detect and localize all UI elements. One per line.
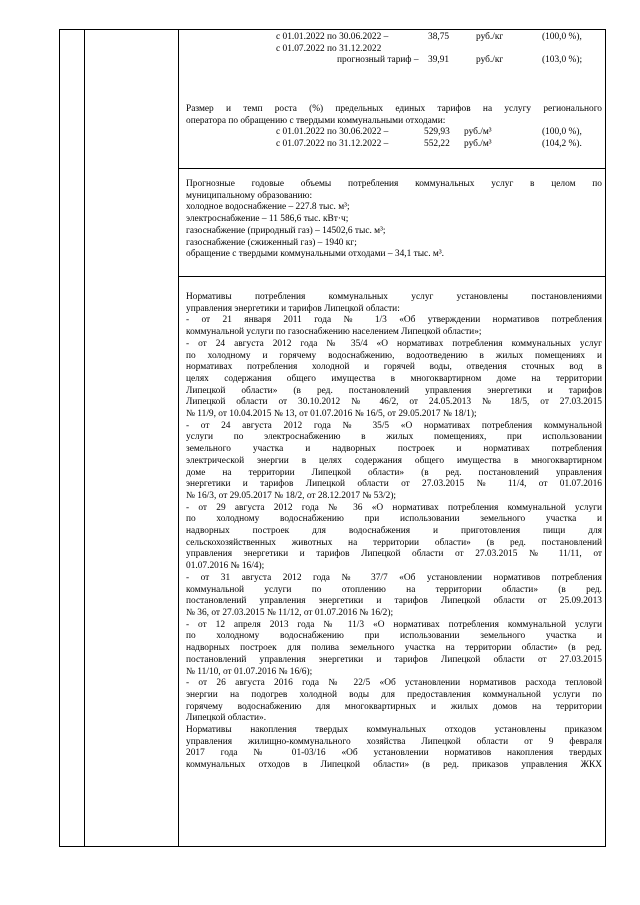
paragraph-line: надворных построек для полива земельного участка на территории области» (в ред. — [186, 643, 602, 654]
row-divider — [178, 168, 605, 169]
paragraph-line: электрической энергии в целях содержания общего имущества в многоквартирном — [186, 455, 602, 466]
paragraph-line: доме на территории Липецкой области» (в ред. постановлений управления — [186, 467, 602, 478]
paragraph-line: Размер и темп роста (%) предельных единых тарифов на услугу регионального — [186, 104, 602, 114]
row-divider — [178, 276, 605, 277]
column-divider — [178, 30, 179, 846]
paragraph-line: - от 31 августа 2012 года № 37/7 «Об установлении нормативов потребления — [186, 572, 602, 583]
tariff-row — [186, 55, 602, 67]
tariff-period: с 01.01.2022 по 30.06.2022 – — [276, 127, 389, 138]
tariff-unit: руб./кг — [476, 55, 504, 66]
tariff-row — [186, 32, 602, 44]
paragraph-line: управления жилищно-коммунального хозяйства Липецкой области от 9 февраля — [186, 736, 602, 747]
tariff-unit: руб./кг — [476, 32, 504, 42]
paragraph-line: № 36, от 27.03.2015 № 11/12, от 01.07.2016 № 16/2); — [186, 607, 394, 618]
tariff-percent: (104,2 %). — [542, 139, 582, 150]
tariff-block-gas — [186, 32, 602, 67]
paragraph-line: Липецкой области». — [186, 713, 267, 724]
tariff-value: 38,75 — [428, 32, 450, 42]
paragraph-line: управления энергетики и тарифов Липецкой области от 27.03.2015 № 11/11, от — [186, 549, 602, 560]
paragraph-line: - от 24 августа 2012 года № 35/5 «О нормативах потребления коммунальной — [186, 420, 602, 431]
paragraph-line: постановлений управления энергетики и тарифов Липецкой области от 27.03.2015 — [186, 654, 602, 665]
paragraph-line: земельного участка и надворных построек и нормативах потребления — [186, 444, 602, 455]
paragraph-line: обращение с твердыми коммунальными отходами – 34,1 тыс. м³. — [186, 249, 444, 260]
paragraph-line: Нормативы потребления коммунальных услуг установлены постановлениями — [186, 292, 602, 302]
paragraph-line: холодное водоснабжение – 227.8 тыс. м³; — [186, 202, 350, 213]
tariff-value: 529,93 — [424, 127, 450, 138]
tariff-period: с 01.07.2022 по 31.12.2022 – — [276, 139, 389, 150]
paragraph-line: управления энергетики и тарифов Липецкой области: — [186, 303, 400, 314]
paragraph-line: услуги по электроснабжению в жилых помещениях, при использовании — [186, 432, 602, 443]
paragraph-line: коммунальной услуги по отоплению на территории области» (в ред. — [186, 584, 602, 595]
paragraph-line: коммунальной услуги по газоснабжению населением Липецкой области»; — [186, 327, 482, 338]
paragraph-line: - от 24 августа 2012 года № 35/4 «О нормативах потребления коммунальных услуг — [186, 338, 602, 349]
tariff-percent: (100,0 %), — [542, 32, 582, 42]
paragraph-line: сельскохозяйственных животных на территории области» (в ред. постановлений — [186, 537, 602, 548]
paragraph-line: муниципальному образованию: — [186, 190, 313, 201]
paragraph-line: по холодному водоснабжению при использовании земельного участка и — [186, 631, 602, 642]
paragraph-line: 2017 года № 01-03/16 «Об установлении нормативов накопления твердых — [186, 748, 602, 759]
consumption-norms — [186, 292, 602, 772]
paragraph-line: по холодному и горячему водоснабжению, водоотведению в жилых помещениях и — [186, 350, 602, 361]
paragraph-line: № 16/3, от 29.05.2017 № 18/2, от 28.12.2017 № 53/2); — [186, 490, 397, 501]
paragraph-line: - от 21 января 2011 года № 1/3 «Об утверждении нормативов потребления — [186, 315, 602, 326]
paragraph-line: Нормативы накопления твердых коммунальных отходов установлены приказом — [186, 725, 602, 736]
tariff-unit: руб./м³ — [464, 127, 492, 138]
paragraph-line: коммунальных отходов в Липецкой области» (в ред. приказов управления ЖКХ — [186, 760, 602, 771]
paragraph-line: нормативах потребления холодной и горячей воды, отведения сточных вод в — [186, 362, 602, 373]
paragraph-line: газоснабжение (сжиженный газ) – 1940 кг; — [186, 237, 357, 248]
tariff-block-waste — [186, 104, 602, 151]
tariff-row — [186, 44, 602, 56]
paragraph-line: энергии на подогрев холодной воды для предоставления коммунальной услуги по — [186, 689, 602, 700]
tariff-period: с 01.01.2022 по 30.06.2022 – — [276, 32, 389, 42]
paragraph-line: 01.07.2016 № 16/4); — [186, 561, 265, 572]
tariff-period: прогнозный тариф – — [337, 55, 419, 66]
tariff-row — [186, 127, 602, 139]
paragraph-line: энергетики и тарифов Липецкой области от 27.03.2015 № 11/4, от 01.07.2016 — [186, 479, 602, 490]
tariff-row — [186, 139, 602, 151]
consumption-volumes — [186, 179, 602, 261]
paragraph-line: - от 12 апреля 2013 года № 11/3 «О нормативах потребления коммунальной услуги — [186, 619, 602, 630]
column-divider — [84, 30, 85, 846]
tariff-value: 552,22 — [424, 139, 450, 150]
paragraph-line: постановлений управления энергетики и тарифов Липецкой области от 25.09.2013 — [186, 596, 602, 607]
tariff-value: 39,91 — [428, 55, 450, 66]
tariff-unit: руб./м³ — [464, 139, 492, 150]
paragraph-line: целях содержания общего имущества в многоквартирном доме на территории — [186, 373, 602, 384]
paragraph-line: Прогнозные годовые объемы потребления коммунальных услуг в целом по — [186, 179, 602, 189]
paragraph-line: горячему водоснабжению для многоквартирных и жилых домов на территории — [186, 701, 602, 712]
tariff-percent: (100,0 %), — [542, 127, 582, 138]
paragraph-line: электроснабжение – 11 586,6 тыс. кВт·ч; — [186, 214, 349, 225]
paragraph-line: газоснабжение (природный газ) – 14502,6 тыс. м³; — [186, 225, 386, 236]
paragraph-line: - от 26 августа 2016 года № 22/5 «Об установлении нормативов расхода тепловой — [186, 678, 602, 689]
paragraph-line: Липецкой области от 30.10.2012 № 46/2, от 24.05.2013 № 18/5, от 27.03.2015 — [186, 397, 602, 408]
paragraph-line: Липецкой области» (в ред. постановлений управления энергетики и тарифов — [186, 385, 602, 396]
paragraph-line: по холодному водоснабжению при использовании земельного участка и — [186, 514, 602, 525]
tariff-percent: (103,0 %); — [542, 55, 583, 66]
paragraph-line: № 11/9, от 10.04.2015 № 13, от 01.07.2016 № 16/5, от 29.05.2017 № 18/1); — [186, 409, 477, 420]
tariff-period: с 01.07.2022 по 31.12.2022 — [276, 43, 382, 54]
paragraph-line: надворных построек для водоснабжения и приготовления пищи для — [186, 526, 602, 537]
paragraph-line: - от 29 августа 2012 года № 36 «О нормативах потребления коммунальной услуги — [186, 502, 602, 513]
paragraph-line: оператора по обращению с твердыми коммунальными отходами: — [186, 115, 446, 126]
paragraph-line: № 11/10, от 01.07.2016 № 16/6); — [186, 666, 313, 677]
